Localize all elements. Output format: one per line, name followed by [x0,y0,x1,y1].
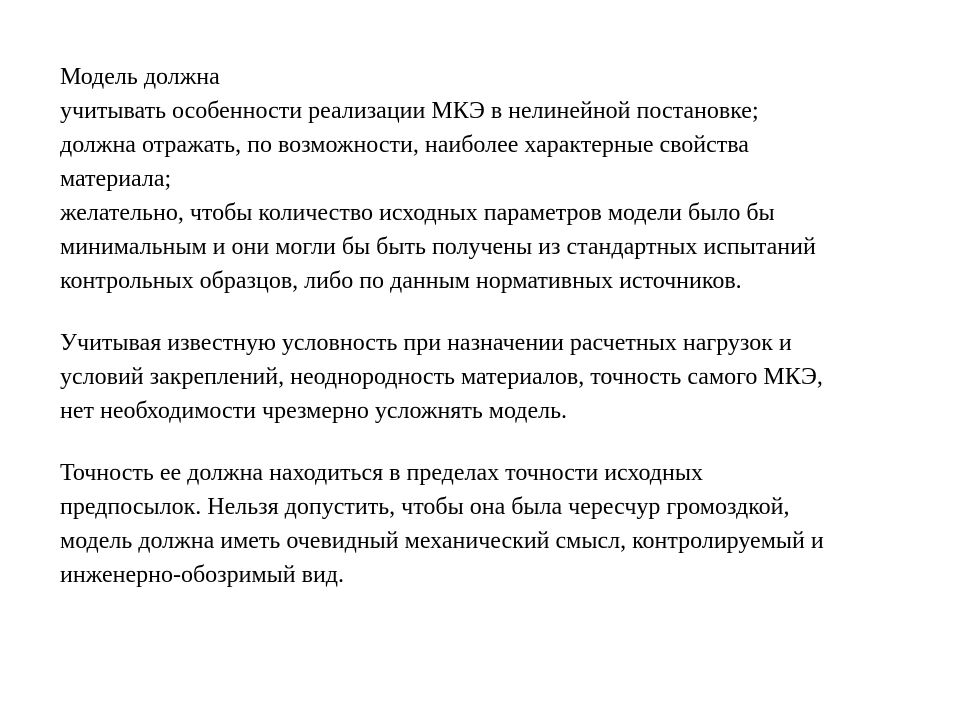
text-line: нет необходимости чрезмерно усложнять модель. [60,398,568,424]
slide-text-body [60,60,920,592]
paragraph-model-accuracy [60,456,920,592]
paragraph-model-simplicity [60,326,920,428]
text-line: учитывать особенности реализации МКЭ в нелинейной постановке; [60,98,759,124]
text-line: условий закреплений, неоднородность материалов, точность самого МКЭ, [60,364,823,390]
text-line: материала; [60,166,172,192]
text-line: инженерно-обозримый вид. [60,562,345,588]
paragraph-spacer [60,428,920,456]
text-line: желательно, чтобы количество исходных параметров модели было бы [60,200,775,226]
text-line: должна отражать, по возможности, наиболее характерные свойства [60,132,749,158]
text-line: модель должна иметь очевидный механический смысл, контролируемый и [60,528,824,554]
text-line: Учитывая известную условность при назначении расчетных нагрузок и [60,330,792,356]
text-line: предпосылок. Нельзя допустить, чтобы она была чересчур громоздкой, [60,494,790,520]
text-line: контрольных образцов, либо по данным нормативных источников. [60,268,742,294]
text-line: Точность ее должна находиться в пределах точности исходных [60,460,703,486]
text-line: Модель должна [60,64,220,90]
paragraph-model-requirements [60,60,920,298]
paragraph-spacer [60,298,920,326]
text-line: минимальным и они могли бы быть получены из стандартных испытаний [60,234,816,260]
